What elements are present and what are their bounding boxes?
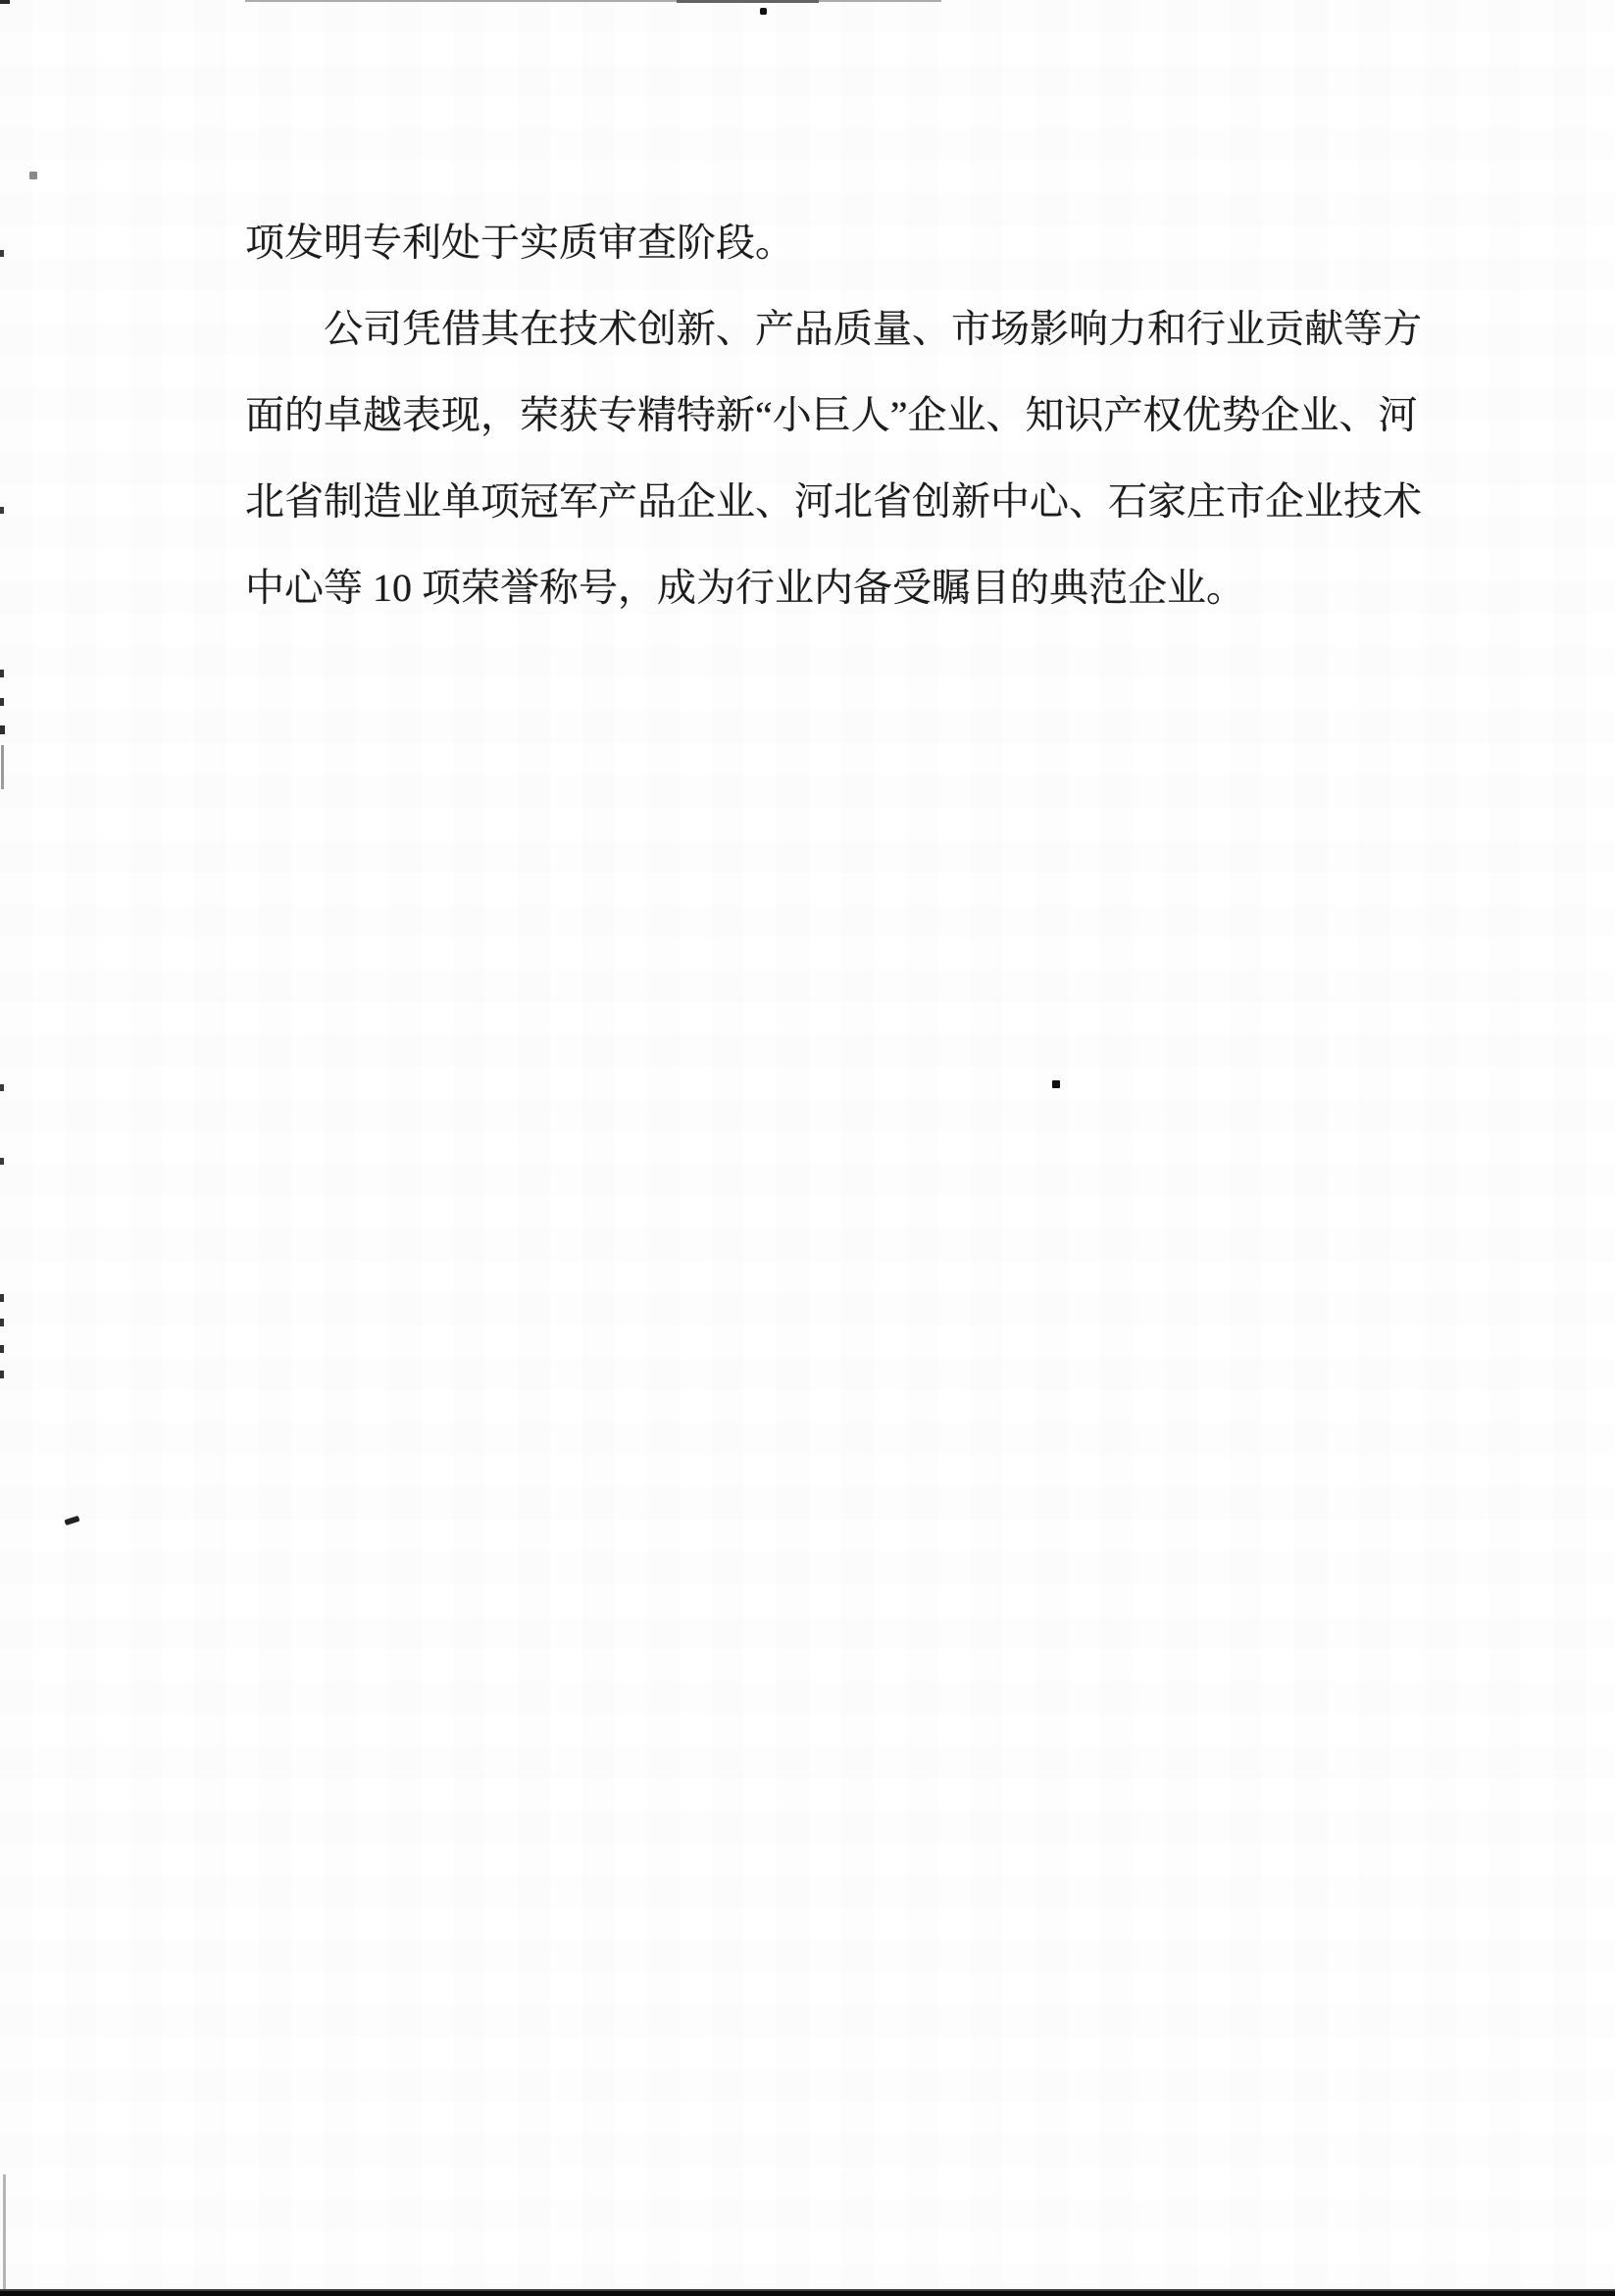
scan-tick-left-edge xyxy=(0,1294,4,1302)
text-line: 公司凭借其在技术创新、产品质量、市场影响力和行业贡献等方 xyxy=(324,307,1422,351)
scan-speck-top-left-corner xyxy=(0,0,10,4)
scan-speck-top-center xyxy=(760,8,767,15)
scan-tick-left-edge xyxy=(0,1371,4,1378)
scan-tick-left-edge xyxy=(0,725,5,734)
scan-speck-plus-left xyxy=(29,172,37,179)
scan-edge-bar-bottom xyxy=(0,2289,1615,2296)
scan-tick-left-edge xyxy=(0,1158,4,1165)
document-text xyxy=(245,200,1432,631)
scan-streak-bottom-left xyxy=(3,2174,6,2290)
scan-streak-left-edge xyxy=(1,745,4,789)
scan-tick-left-edge xyxy=(0,250,4,257)
scan-edge-smudge-top xyxy=(677,0,819,3)
scan-tick-left-edge xyxy=(0,670,4,677)
scan-tick-left-edge xyxy=(0,1084,4,1091)
scan-tick-left-edge xyxy=(0,1319,4,1326)
scan-edge-line-top xyxy=(245,0,941,2)
text-line: 北省制造业单项冠军产品企业、河北省创新中心、石家庄市企业技术 xyxy=(245,479,1422,524)
scan-tick-left-edge xyxy=(0,698,4,706)
scan-tick-left-edge xyxy=(0,507,4,514)
scan-dash-lower-left xyxy=(64,1516,79,1525)
scan-speck-mid-right xyxy=(1052,1080,1060,1088)
text-line: 中心等 10 项荣誉称号，成为行业内备受瞩目的典范企业。 xyxy=(245,566,1245,610)
text-line: 项发明专利处于实质审查阶段。 xyxy=(245,221,794,265)
text-line: 面的卓越表现，荣获专精特新“小巨人”企业、知识产权优势企业、河 xyxy=(245,393,1418,437)
scan-tick-left-edge xyxy=(0,1345,4,1353)
